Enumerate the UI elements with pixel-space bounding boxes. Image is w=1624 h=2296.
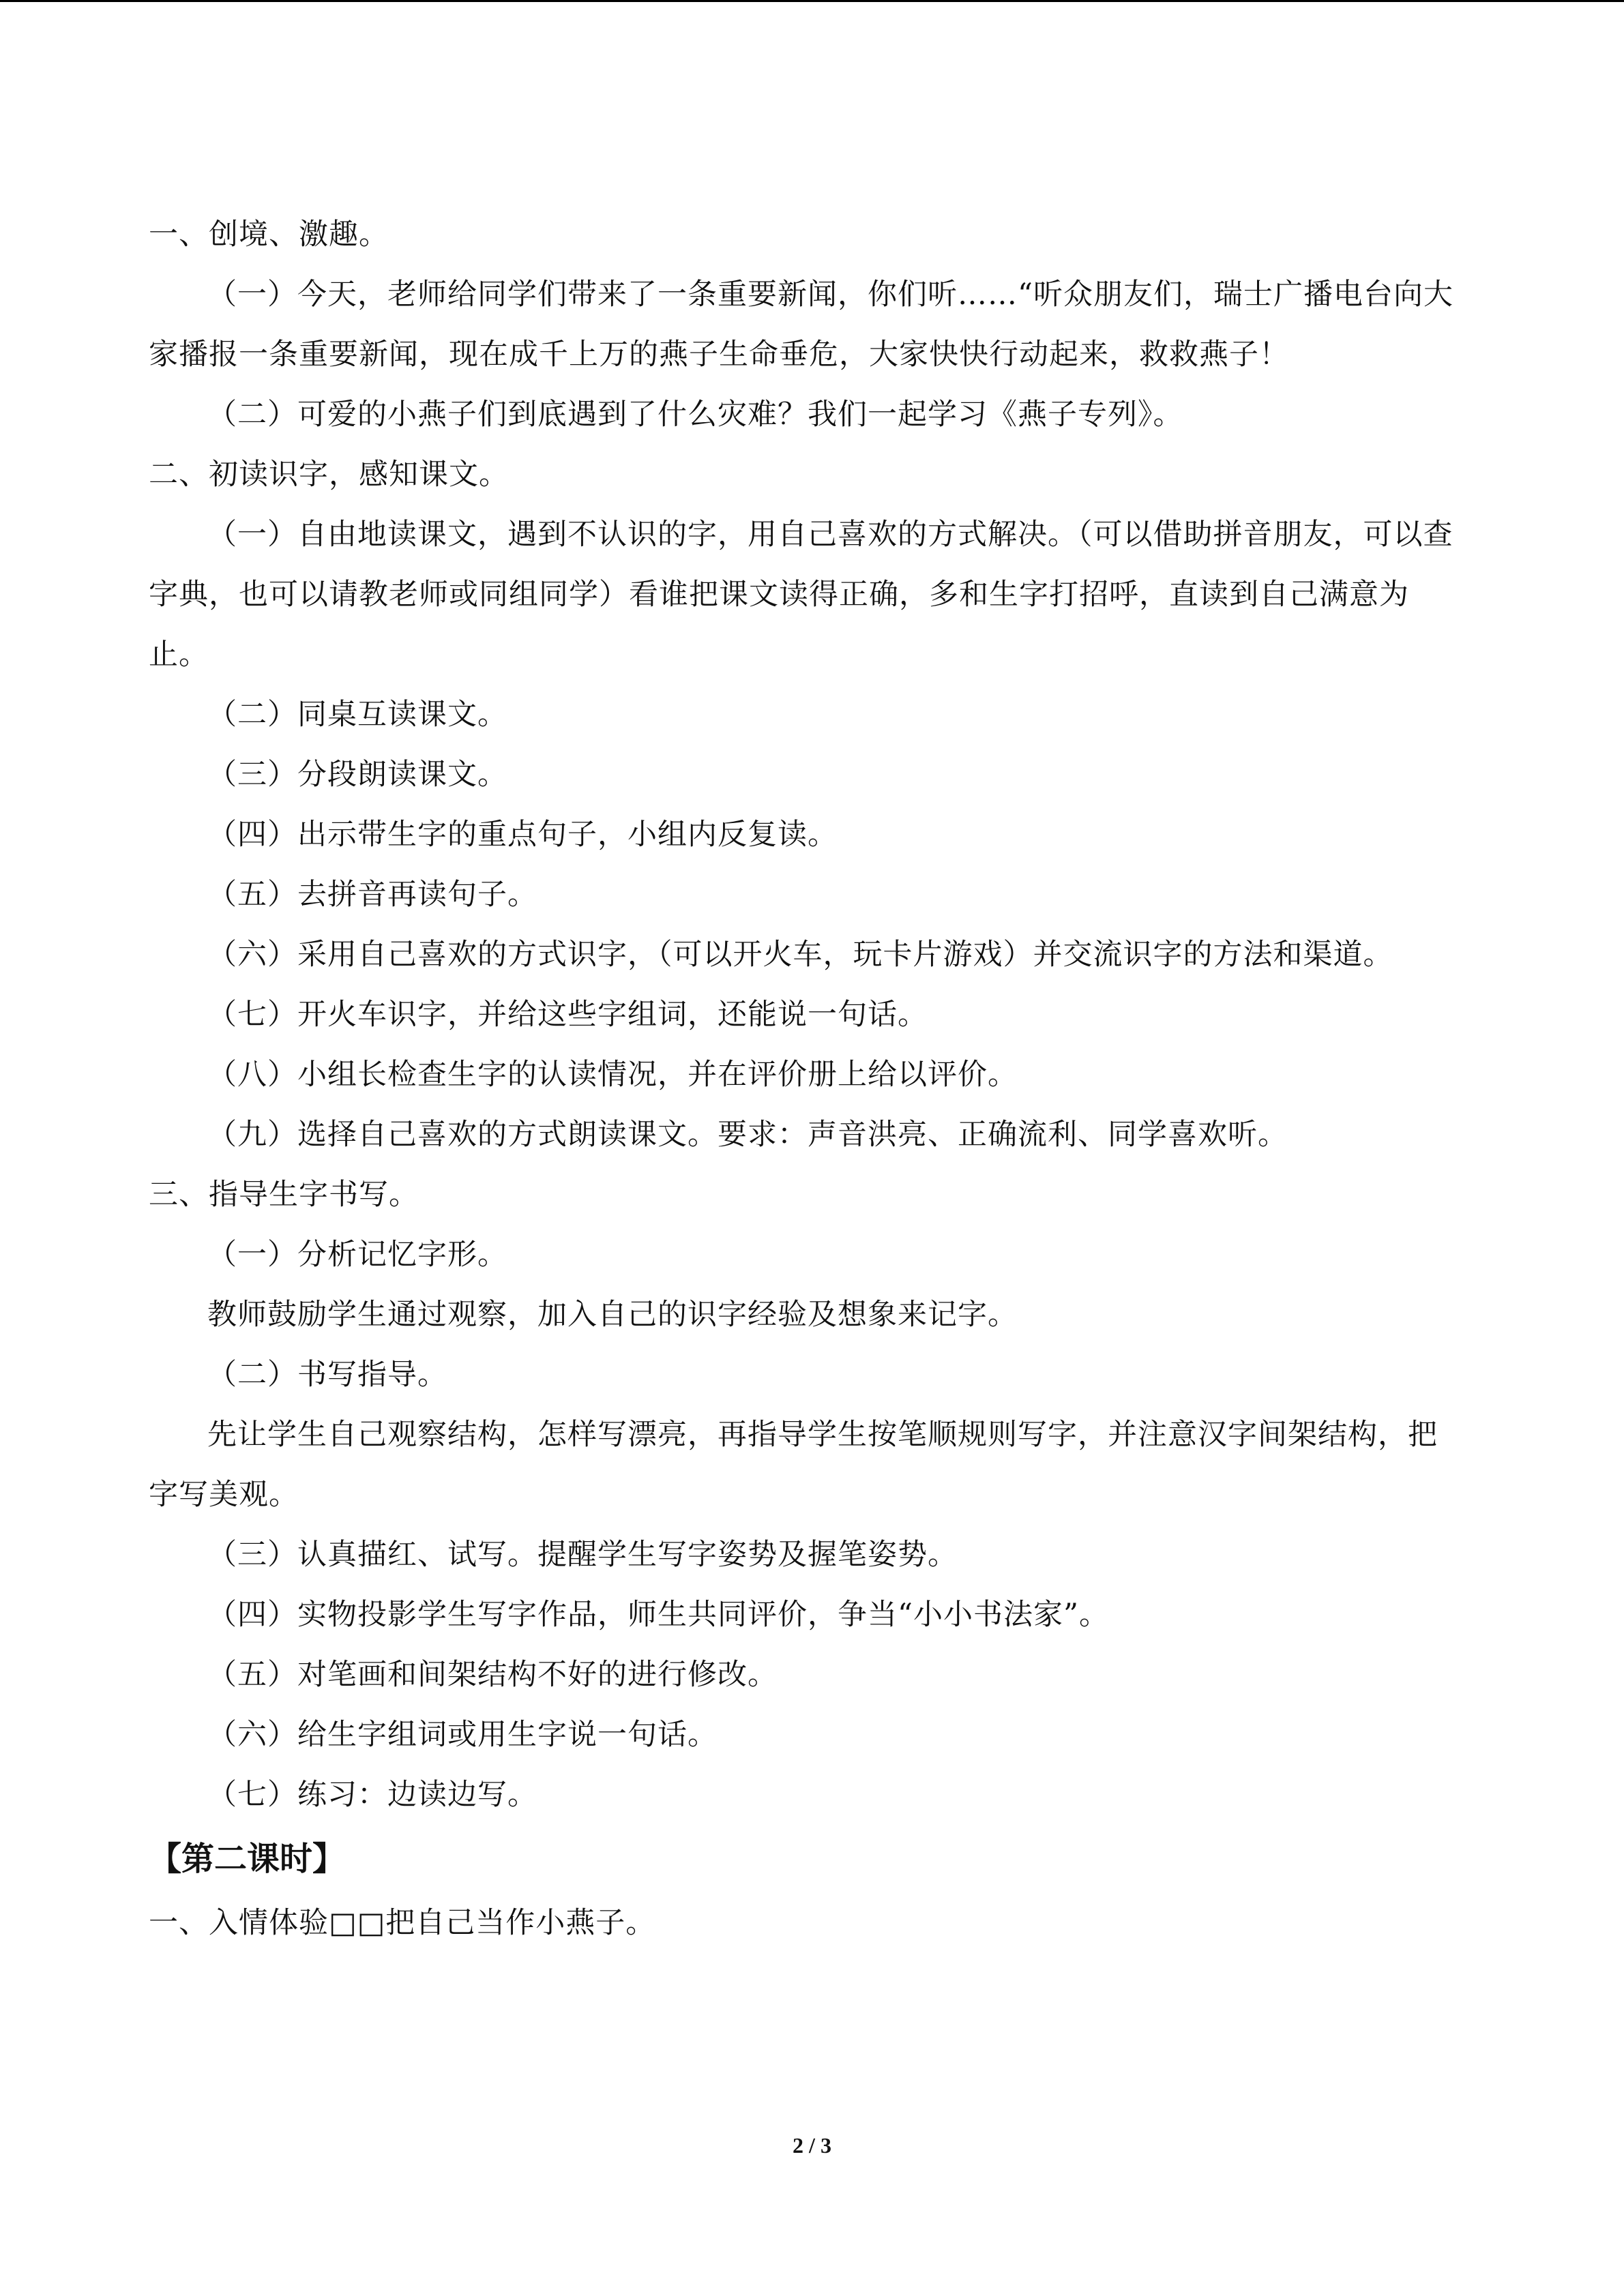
paragraph-11: （七）开火车识字，并给这些字组词，还能说一句话。 xyxy=(207,998,928,1032)
paragraph-8: （四）出示带生字的重点句子，小组内反复读。 xyxy=(207,818,838,852)
paragraph-5: （一）自由地读课文，遇到不认识的字，用自己喜欢的方式解决。（可以借助拼音朋友，可以查字典，也可以请教老师或同组同学）看谁把课文读得正确，多和生字打招呼，直读到自己满意为止。 xyxy=(149,518,1453,672)
paragraph-12: （八）小组长检查生字的认读情况，并在评价册上给以评价。 xyxy=(207,1058,1018,1092)
paragraph-7: （三）分段朗读课文。 xyxy=(207,758,507,792)
paragraph-1: 一、创境、激趣。 xyxy=(149,218,389,252)
paragraph-9: （五）去拼音再读句子。 xyxy=(207,878,537,912)
page-number: 2 / 3 xyxy=(793,2133,831,2158)
paragraph-3: （二）可爱的小燕子们到底遇到了什么灾难？我们一起学习《燕子专列》。 xyxy=(207,398,1183,432)
paragraph-4: 二、初读识字，感知课文。 xyxy=(149,458,509,492)
paragraph-14: 三、指导生字书写。 xyxy=(149,1178,419,1212)
paragraph-20: （四）实物投影学生写字作品，师生共同评价，争当“小小书法家”。 xyxy=(207,1598,1109,1632)
paragraph-18: 先让学生自己观察结构，怎样写漂亮，再指导学生按笔顺规则写字，并注意汉字间架结构，把字写美观。 xyxy=(149,1418,1438,1512)
paragraph-23: （七）练习：边读边写。 xyxy=(207,1778,537,1812)
paragraph-19: （三）认真描红、试写。提醒学生写字姿势及握笔姿势。 xyxy=(207,1538,958,1572)
paragraph-17: （二）书写指导。 xyxy=(207,1358,447,1392)
paragraph-after-heading: 一、入情体验□□把自己当作小燕子。 xyxy=(149,1906,656,1940)
paragraph-21: （五）对笔画和间架结构不好的进行修改。 xyxy=(207,1658,778,1692)
top-border-line xyxy=(0,0,1624,2)
paragraph-2: （一）今天，老师给同学们带来了一条重要新闻，你们听……“听众朋友们，瑞士广播电台向大家播报一条重要新闻，现在成千上万的燕子生命垂危，大家快快行动起来，救救燕子！ xyxy=(149,278,1453,372)
paragraph-16: 教师鼓励学生通过观察，加入自己的识字经验及想象来记字。 xyxy=(207,1298,1018,1332)
paragraph-15: （一）分析记忆字形。 xyxy=(207,1238,507,1272)
paragraph-13: （九）选择自己喜欢的方式朗读课文。要求：声音洪亮、正确流利、同学喜欢听。 xyxy=(207,1118,1288,1152)
section-heading: 【第二课时】 xyxy=(149,1840,346,1878)
paragraph-10: （六）采用自己喜欢的方式识字，（可以开火车，玩卡片游戏）并交流识字的方法和渠道。 xyxy=(207,938,1393,972)
paragraph-22: （六）给生字组词或用生字说一句话。 xyxy=(207,1718,718,1752)
document-body xyxy=(149,205,1458,1953)
paragraph-6: （二）同桌互读课文。 xyxy=(207,698,507,732)
